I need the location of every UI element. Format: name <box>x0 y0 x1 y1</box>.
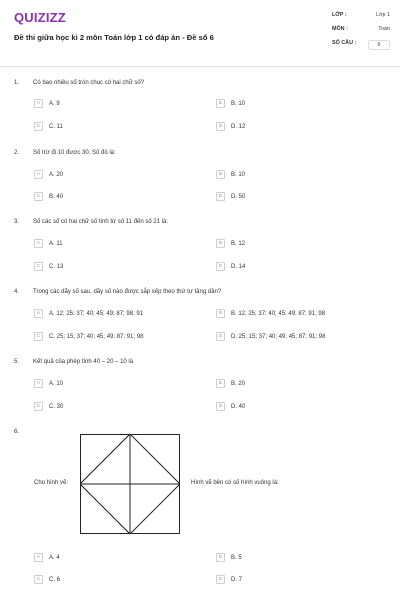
option-d[interactable] <box>216 575 242 584</box>
option-text: B. 20 <box>231 380 246 387</box>
question-number: 1. <box>14 80 20 86</box>
option-a[interactable] <box>34 239 63 248</box>
meta-value: Lớp 1 <box>375 12 390 18</box>
option-a[interactable] <box>34 379 63 388</box>
option-text: B. 10 <box>231 100 246 107</box>
option-text: D. 7 <box>231 576 243 583</box>
option-letter-box: D <box>216 402 225 411</box>
square-diagram <box>80 434 180 534</box>
option-text: C. 30 <box>49 403 64 410</box>
meta-key: MÔN : <box>332 26 348 32</box>
option-letter-box: A <box>34 99 43 108</box>
option-b[interactable] <box>216 379 245 388</box>
option-c[interactable] <box>34 192 63 201</box>
question-text: Trong các dãy số sau, dãy số nào được sắp xếp theo thứ tự tăng dần? <box>33 289 222 295</box>
question-text: Kết quả của phép tính 40 – 20 – 10 là <box>33 359 134 365</box>
meta-grade <box>332 12 390 26</box>
option-a[interactable] <box>34 553 60 562</box>
option-a[interactable] <box>34 309 143 318</box>
question-number: 3. <box>14 219 20 225</box>
option-text: C. 13 <box>49 263 64 270</box>
option-text: B. 40 <box>49 193 64 200</box>
option-letter-box: B <box>216 309 225 318</box>
question-number: 4. <box>14 289 20 295</box>
option-letter-box: C <box>34 122 43 131</box>
meta-value: 6 <box>368 40 390 50</box>
option-letter-box: B <box>216 99 225 108</box>
option-text: B. 5 <box>231 554 242 561</box>
option-letter-box: B <box>216 379 225 388</box>
option-d[interactable] <box>216 402 245 411</box>
question-text-before: Cho hình vẽ: <box>34 480 69 486</box>
question-text: Có bao nhiêu số tròn chục có hai chữ số? <box>33 80 145 86</box>
option-letter-box: B <box>216 239 225 248</box>
option-text: C. 6 <box>49 576 61 583</box>
option-letter-box: D <box>216 332 225 341</box>
option-c[interactable] <box>34 332 143 341</box>
header-divider <box>0 66 400 67</box>
option-b[interactable] <box>216 309 325 318</box>
worksheet-meta <box>332 12 390 54</box>
question-text-after: Hình vẽ bên có số hình vuông là: <box>191 480 279 486</box>
option-letter-box: C <box>34 192 43 201</box>
option-d[interactable] <box>216 122 245 131</box>
option-letter-box: B <box>216 553 225 562</box>
option-text: D. 12 <box>231 123 246 130</box>
option-letter-box: C <box>34 575 43 584</box>
option-b[interactable] <box>216 239 245 248</box>
option-text: B. 10 <box>231 171 246 178</box>
option-c[interactable] <box>34 122 63 131</box>
meta-value: Toán <box>378 26 390 32</box>
question-number: 6. <box>14 429 20 435</box>
option-text: B. 12 <box>231 240 246 247</box>
option-d[interactable] <box>216 332 325 341</box>
option-c[interactable] <box>34 575 60 584</box>
option-text: D. 40 <box>231 403 246 410</box>
option-c[interactable] <box>34 262 63 271</box>
quizizz-logo: QUIZIZZ <box>14 10 66 25</box>
option-text: D. 14 <box>231 263 246 270</box>
option-text: C. 25; 15; 37; 40; 45; 49; 87; 91; 98 <box>49 333 144 340</box>
option-d[interactable] <box>216 192 245 201</box>
meta-question-count <box>332 40 390 54</box>
option-text: A. 11 <box>49 240 63 247</box>
option-b[interactable] <box>216 99 245 108</box>
option-letter-box: C <box>34 262 43 271</box>
option-b[interactable] <box>216 170 245 179</box>
meta-key: LỚP : <box>332 12 347 18</box>
option-c[interactable] <box>34 402 63 411</box>
page-title: Đề thi giữa học kì 2 môn Toán lớp 1 có đáp án - Đề số 6 <box>14 33 214 42</box>
option-letter-box: C <box>34 332 43 341</box>
option-text: A. 9 <box>49 100 60 107</box>
option-letter-box: A <box>34 239 43 248</box>
option-letter-box: A <box>34 379 43 388</box>
option-d[interactable] <box>216 262 245 271</box>
option-letter-box: D <box>216 575 225 584</box>
option-text: B. 12; 25; 37; 40; 45; 49; 87; 91; 98 <box>231 310 326 317</box>
option-text: A. 4 <box>49 554 60 561</box>
question-number: 2. <box>14 150 20 156</box>
meta-key: SỐ CÂU : <box>332 40 357 46</box>
question-text: Số các số có hai chữ số tính từ số 11 đến số 21 là: <box>33 219 168 225</box>
option-text: C. 11 <box>49 123 63 130</box>
option-a[interactable] <box>34 170 63 179</box>
option-letter-box: A <box>34 170 43 179</box>
question-number: 5. <box>14 359 20 365</box>
option-letter-box: A <box>34 309 43 318</box>
option-b[interactable] <box>216 553 242 562</box>
meta-subject <box>332 26 390 40</box>
option-text: A. 20 <box>49 171 64 178</box>
option-text: A. 12; 25; 37; 40; 45; 49; 87; 98; 91 <box>49 310 144 317</box>
option-letter-box: A <box>34 553 43 562</box>
option-letter-box: D <box>216 192 225 201</box>
option-text: A. 10 <box>49 380 64 387</box>
option-a[interactable] <box>34 99 60 108</box>
option-letter-box: D <box>216 122 225 131</box>
option-text: D. 25; 15; 37; 40; 49; 45; 87; 91; 98 <box>231 333 326 340</box>
option-letter-box: C <box>34 402 43 411</box>
option-letter-box: B <box>216 170 225 179</box>
question-text: Số trừ đi 10 được 30. Số đó là: <box>33 150 116 156</box>
option-text: D. 50 <box>231 193 246 200</box>
option-letter-box: D <box>216 262 225 271</box>
